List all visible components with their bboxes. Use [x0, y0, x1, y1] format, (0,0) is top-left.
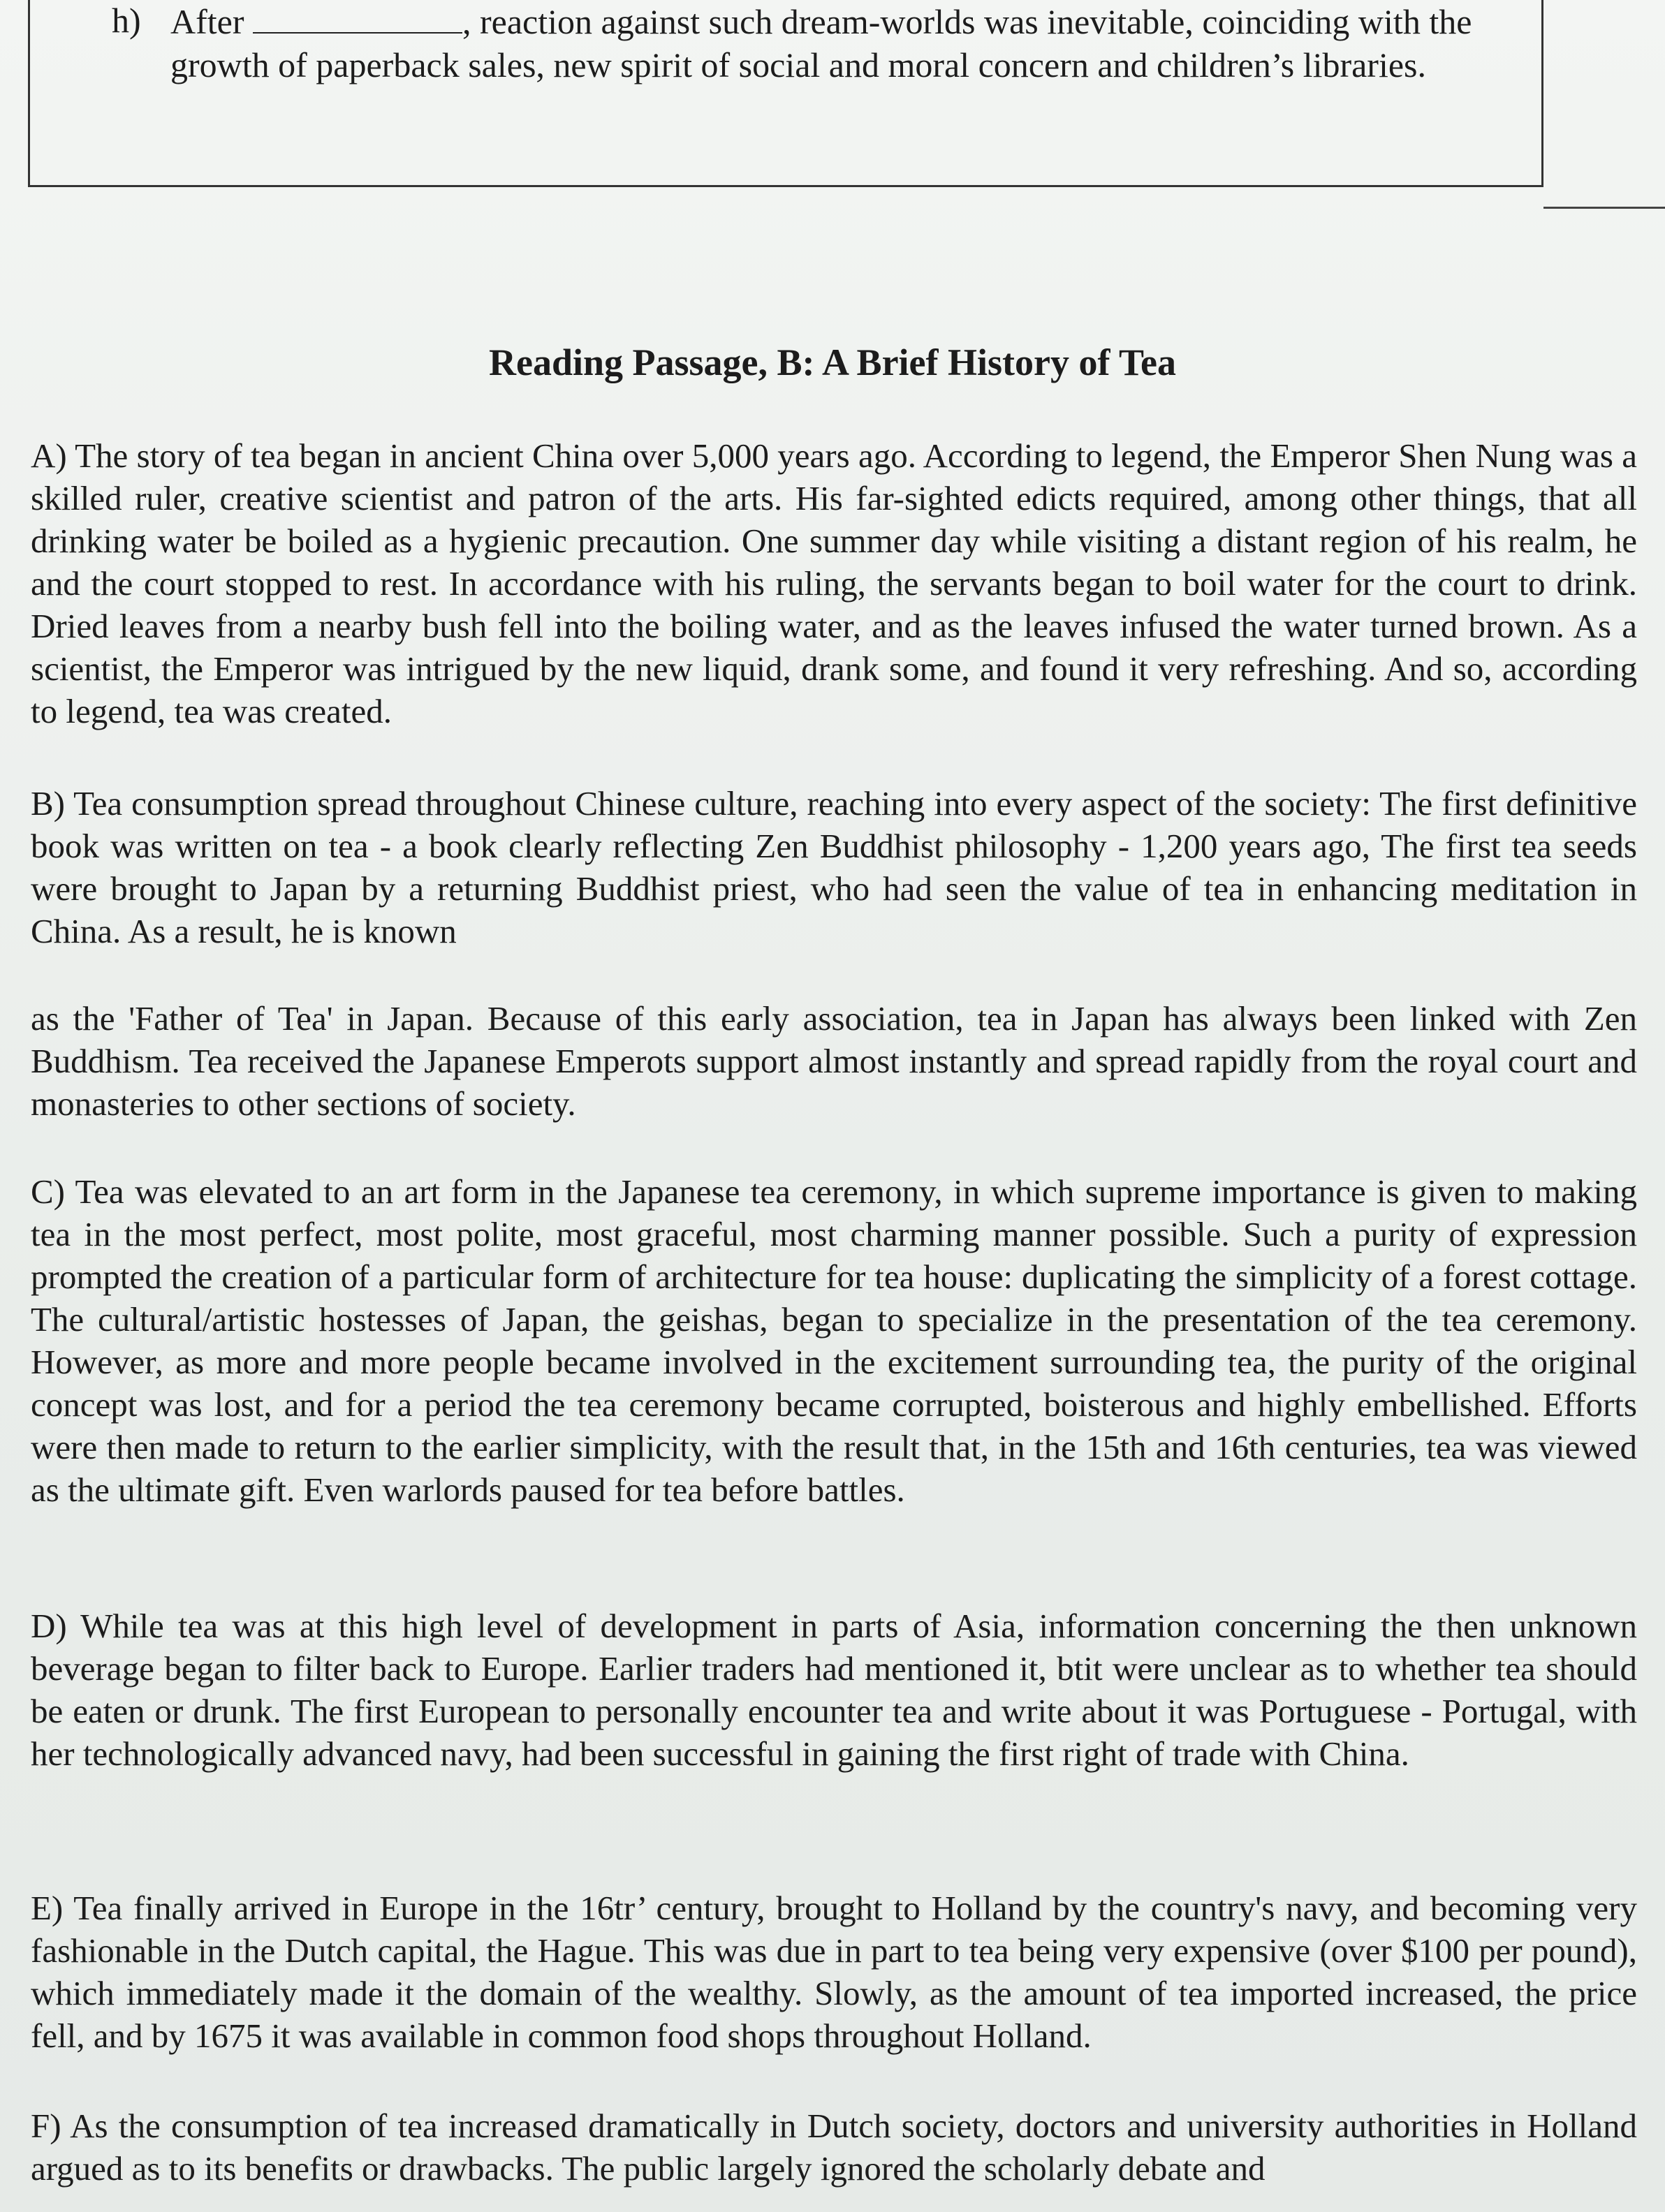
paragraph-c: C) Tea was elevated to an art form in the Japanese tea ceremony, in which supreme importance is given to making tea in the most perfect, most polite, most graceful, most charming manner possible. Such a purity of expression prompted the creation of a particular form of architecture for tea house: duplicating the simplicity of a forest cottage. The cultural/artistic hostesses of Japan, the geishas, began to specialize in the presentation of the tea ceremony. However, as more and more people became involved in the excitement surrounding tea, the purity of the original concept was lost, and for a period the tea ceremony became corrupted, boisterous and highly embellished. Efforts were then made to return to the earlier simplicity, with the result that, in the 15th and 16th centuries, tea was viewed as the ultimate gift. Even warlords paused for tea before battles. — [31, 1172, 1637, 1509]
paragraph-b-continued: as the 'Father of Tea' in Japan. Because of this early association, tea in Japan has always been linked with Zen Buddhism. Tea received the Japanese Emperots support almost instantly and spread rapidly from the royal court and monasteries to other sections of society. — [31, 999, 1637, 1123]
question-text — [170, 0, 1539, 87]
paragraph-b: B) Tea consumption spread throughout Chinese culture, reaching into every aspect of the society: The first definitive book was written on tea - a book clearly reflecting Zen Buddhist philosophy - 1,200 years ago, The first tea seeds were brought to Japan by a returning Buddhist priest, who had seen the value of tea in enhancing meditation in China. As a result, he is known — [31, 784, 1637, 950]
passage-title: Reading Passage, B: A Brief History of Tea — [489, 341, 1176, 383]
question-number: h) — [112, 1, 141, 40]
answer-blank[interactable] — [253, 4, 462, 34]
paragraph-d: D) While tea was at this high level of development in parts of Asia, information concerning the then unknown beverage began to filter back to Europe. Earlier traders had mentioned it, btit were unclear as to whether tea should be eaten or drunk. The first European to personally encounter tea and write about it was Portuguese - Portugal, with her technologically advanced navy, had been successful in gaining the first right of trade with China. — [31, 1607, 1637, 1773]
paragraph-e: E) Tea finally arrived in Europe in the 16tr’ century, brought to Holland by the country's navy, and becoming very fashionable in the Dutch capital, the Hague. This was due in part to tea being very expensive (over $100 per pound), which immediately made it the domain of the wealthy. Slowly, as the amount of tea imported increased, the price fell, and by 1675 it was available in common food shops throughout Holland. — [31, 1889, 1637, 2055]
paragraph-f: F) As the consumption of tea increased dramatically in Dutch society, doctors and university authorities in Holland argued as to its benefits or drawbacks. The public largely ignored the scholarly debate and — [31, 2107, 1637, 2188]
question-after-blank: , reaction against such dream-worlds was inevitable, coinciding with the growth of paperback sales, new spirit of social and moral concern and children’s libraries. — [170, 2, 1472, 84]
paragraph-a: A) The story of tea began in ancient China over 5,000 years ago. According to legend, the Emperor Shen Nung was a skilled ruler, creative scientist and patron of the arts. His far-sighted edicts required, among other things, that all drinking water be boiled as a hygienic precaution. One summer day while visiting a distant region of his realm, he and the court stopped to rest. In accordance with his ruling, the servants began to boil water for the court to drink. Dried leaves from a nearby bush fell into the boiling water, and as the leaves infused the water turned brown. As a scientist, the Emperor was intrigued by the new liquid, drank some, and found it very refreshing. And so, according to legend, tea was created. — [31, 436, 1637, 730]
question-before-blank: After — [170, 2, 244, 41]
question-box-rule — [1543, 207, 1665, 209]
